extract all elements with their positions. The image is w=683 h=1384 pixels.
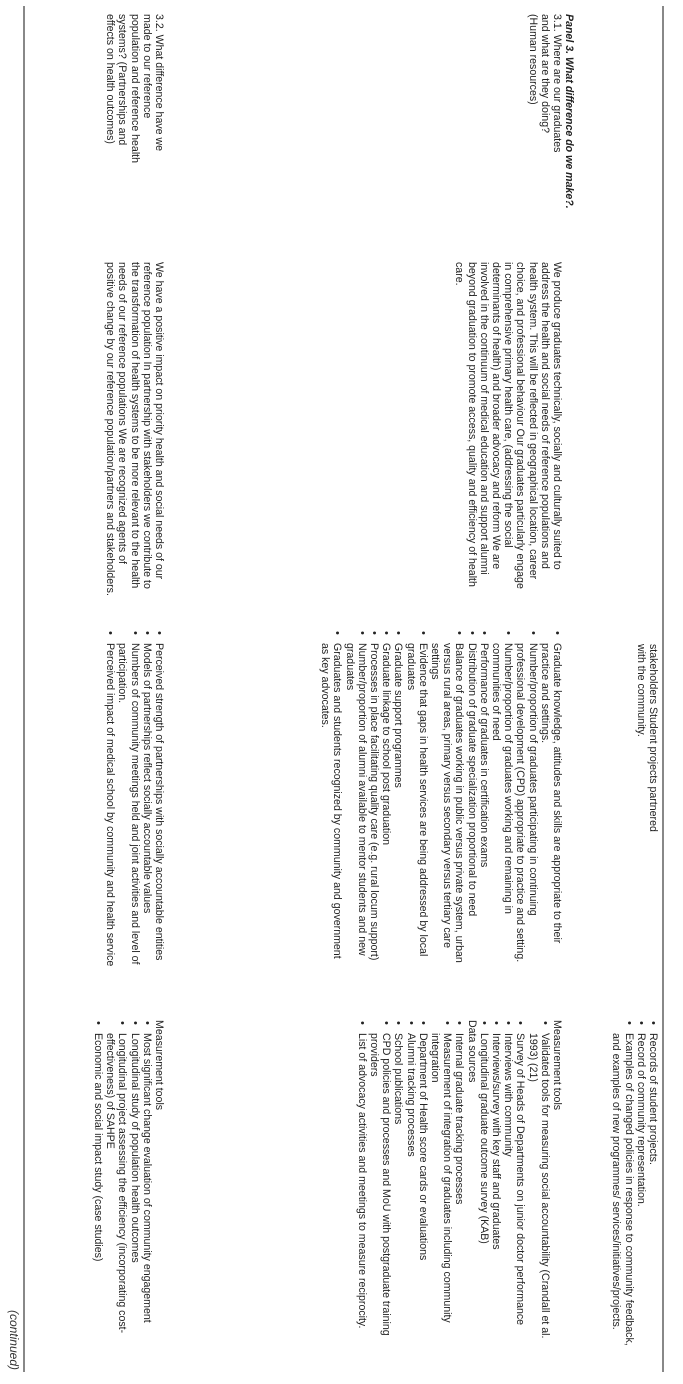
list-item: • Alumni tracking processes <box>404 1020 416 1350</box>
list-item: • Economic and social impact study (case studies) <box>92 1020 104 1350</box>
list-item: • School publications <box>392 1020 404 1350</box>
list-item: • Models of partnerships reflect socially accountable values <box>141 630 153 970</box>
list-item: • CPD policies and processes and MoU with postgraduate training providers <box>368 1020 392 1350</box>
list-item: • Validated tools for measuring social accountability (Crandall et al. 1993) (21) <box>526 1020 550 1350</box>
list-item: • Performance of graduates in certification exams <box>478 630 490 970</box>
continued-note: (continued) <box>7 1309 21 1370</box>
measurement-tools-heading: Measurement tools <box>153 1020 165 1111</box>
list-item: • Graduate knowledge, attitudes and skills are appropriate to their practice and settings. <box>539 630 563 970</box>
list-item: • Graduate linkage to school post graduation <box>380 630 392 970</box>
row-3-2-description: We have a positive impact on priority health and social needs of our reference population In partnership with stakeholders we contribute to the transformation of health systems to be more relevant to the health needs of our reference populations We are recognized agents of positive change by our reference population/partners and stakeholders. <box>104 262 165 596</box>
row-3-1-question: 3.1. Where are our graduates and what are they doing? (Human resources) <box>526 14 563 153</box>
list-item: • Perceived strength of partnerships with socially accountable entities <box>153 630 165 970</box>
list-item: • Internal graduate tracking processes <box>453 1020 465 1350</box>
list-item: • Number/proportion of alumni available to mentor students and new graduates <box>343 630 367 970</box>
table-top-rule <box>662 6 664 1372</box>
top-row-col3: stakeholders Student projects partnered with the community. <box>634 644 659 832</box>
data-sources-heading: Data sources <box>465 1020 478 1083</box>
list-item: • Interviews with community <box>502 1020 514 1350</box>
list-item: • Graduate support programmes <box>392 630 404 970</box>
list-item: • Perceived impact of medical school by community and health service <box>104 630 116 970</box>
measurement-tools-heading: Measurement tools <box>551 1020 563 1111</box>
list-item: • Graduates and students recognized by community and government as key advocates. <box>319 630 343 970</box>
row-3-1-tools <box>356 1020 563 1350</box>
list-item: • Survey of Heads of Departments on junior doctor performance <box>514 1020 526 1350</box>
list-item: • Longitudinal study of population health outcomes <box>128 1020 140 1350</box>
list-item: • Records of student projects. <box>647 1020 659 1350</box>
row-3-2-question: 3.2. What difference have we made to our reference population and reference health systems? (Partnerships and effects on health outcomes) <box>104 14 165 164</box>
list-item: • Evidence that gaps in health services are being addressed by local graduates <box>404 630 428 970</box>
list-item: • Longitudinal project assessing the efficiency (incorporating cost-effectiveness) of SAHPE <box>104 1020 128 1350</box>
list-item: • Measurement of integration of graduates including community integration <box>429 1020 453 1350</box>
list-item: • Longitudinal graduate outcome survey (KAB) <box>478 1020 490 1350</box>
list-item: • Record of community representation. <box>635 1020 647 1350</box>
row-3-2-tools <box>92 1020 165 1350</box>
list-item: • List of advocacy activities and meetings to measure reciprocity. <box>356 1020 368 1350</box>
list-item: • Interviews/survey with key staff and graduates <box>490 1020 502 1350</box>
row-3-2-indicators <box>104 630 165 970</box>
list-item: • Processes in place facilitating quality care (e.g. rural locum support) <box>368 630 380 970</box>
list-item: • Examples of changed policies in response to community feedback, and examples of new programmes/ services/initiatives/projects. <box>610 1020 634 1350</box>
row-3-1-description: We produce graduates technically, socially and culturally suited to address the health and social needs of reference populations and health system. This will be reflected in geographical location, career choice, and professional behaviour Our graduates particularly engage in comprehensive primary health care, (addressing the social determinants of health) and broader advocacy and reform We are involved in the continuum of medical education and support alumni beyond graduation to promote access, quality and efficiency of health care. <box>453 262 563 589</box>
panel3-title: Panel 3. What difference do we make?. <box>563 14 575 209</box>
row-3-1-indicators <box>319 630 563 970</box>
list-item: • Most significant change evaluation of community engagement <box>141 1020 153 1350</box>
list-item: • Department of Health score cards or evaluations <box>417 1020 429 1350</box>
list-item: • Number/proportion of graduates working and remaining in communities of need <box>490 630 514 970</box>
list-item: • Number/proportion of graduates participating in continuing professional development (CPD) appropriate to practice and setting. <box>514 630 538 970</box>
table-bottom-rule <box>23 6 25 1372</box>
top-row-col5 <box>610 1020 659 1350</box>
list-item: • Balance of graduates working in public versus private system, urban versus rural areas, primary versus secondary versus tertiary care settings <box>429 630 466 970</box>
list-item: • Numbers of community meetings held and joint activities and level of participation. <box>116 630 140 970</box>
list-item: • Distribution of graduate specialization proportional to need <box>465 630 477 970</box>
